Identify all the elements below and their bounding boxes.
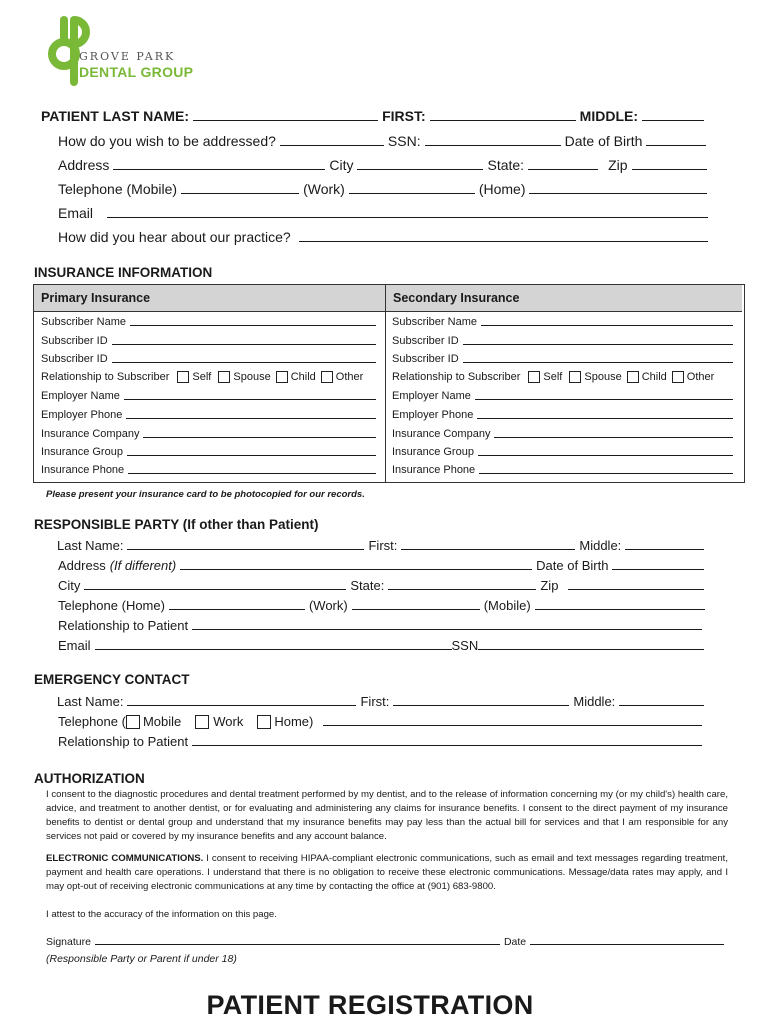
primary-relationship-row (41, 371, 381, 383)
label: Subscriber Name (41, 316, 126, 328)
page-title: PATIENT REGISTRATION (206, 990, 534, 1020)
emergency-relationship-row (58, 734, 706, 749)
dob-field[interactable] (612, 569, 704, 570)
ssn-label: SSN (451, 638, 479, 653)
responsible-city-row (58, 578, 708, 593)
signature-field[interactable] (95, 944, 500, 945)
signature-note: (Responsible Party or Parent if under 18) (46, 953, 237, 965)
secondary-employer-name-row (392, 390, 736, 402)
responsible-email-row (58, 638, 708, 653)
secondary-group-row (392, 446, 736, 458)
email-field[interactable] (107, 217, 708, 218)
secondary-relationship-row (392, 371, 736, 383)
self-checkbox[interactable] (528, 371, 540, 383)
responsible-address-row (58, 558, 708, 573)
signature-row (46, 936, 728, 948)
insurance-table (33, 284, 745, 483)
city-label: City (58, 578, 81, 593)
email-field[interactable] (95, 649, 452, 650)
label: Employer Name (392, 390, 471, 402)
field[interactable] (494, 437, 733, 438)
field[interactable] (124, 399, 376, 400)
email-label: Email (58, 638, 91, 653)
zip-field[interactable] (632, 169, 707, 170)
tel-home-field[interactable] (529, 193, 707, 194)
relationship-label: Relationship to Patient (58, 734, 189, 749)
electronic-communications-text: I consent to receiving HIPAA-compliant electronic communications, such as email and text messages regarding treatment, payment and health care operations. I understand that there is no obligation to receive these electronic communications. Message/data rates may apply, and I may opt-out of receiving electronic communications at any time by contacting the office at (901) 683-9800. (46, 853, 728, 892)
patient-name-row (41, 108, 708, 124)
self-label: Self (543, 371, 563, 383)
zip-label: Zip (608, 157, 628, 173)
label: Insurance Company (41, 428, 140, 440)
patient-middle-field[interactable] (642, 120, 704, 121)
relationship-field[interactable] (192, 745, 702, 746)
field[interactable] (475, 399, 733, 400)
addressed-field[interactable] (280, 145, 384, 146)
primary-phone-row (41, 464, 379, 476)
patient-row-3 (58, 157, 711, 173)
emergency-phone-row (58, 714, 706, 729)
work-checkbox[interactable] (195, 715, 209, 729)
consent-paragraph: I consent to the diagnostic procedures and dental treatment performed by my dentist, and to the release of information concerning my (or my child's) health care, advice, and treatment to another dentist, or for evaluating and administering any claims for insurance benefits. I consent to the direct payment of my insurance benefits to dentist or dental group and understand that my insurance benefits may pay less than the actual bill for services and that I am responsible for any services not paid or covered by my insurance benefits and any account balance. (46, 789, 728, 842)
patient-row-5 (58, 205, 712, 221)
field[interactable] (477, 418, 733, 419)
address-field[interactable] (113, 169, 325, 170)
electronic-communications-title: ELECTRONIC COMMUNICATIONS. (46, 853, 204, 864)
tel-home-label: Telephone (Home) (58, 598, 165, 613)
home-label: Home) (274, 714, 314, 729)
last-label: Last Name: (57, 694, 124, 709)
patient-last-name-label: PATIENT LAST NAME: (41, 108, 190, 124)
responsible-relationship-row (58, 618, 706, 633)
relationship-label: Relationship to Patient (58, 618, 189, 633)
secondary-subscriber-id-row (392, 335, 736, 347)
attest-text: I attest to the accuracy of the information on this page. (46, 909, 277, 920)
other-checkbox[interactable] (672, 371, 684, 383)
responsible-heading: RESPONSIBLE PARTY (If other than Patient) (34, 517, 319, 532)
secondary-phone-row (392, 464, 736, 476)
patient-row-2 (58, 133, 710, 149)
work-field[interactable] (352, 609, 480, 610)
spouse-checkbox[interactable] (218, 371, 230, 383)
middle-label: Middle: (573, 694, 616, 709)
signature-label: Signature (46, 936, 91, 948)
label: Employer Phone (392, 409, 474, 421)
label: Insurance Phone (41, 464, 125, 476)
hear-field[interactable] (299, 241, 708, 242)
logo-line2: DENTAL GROUP (79, 64, 194, 80)
ssn-label: SSN: (387, 133, 421, 149)
primary-subscriber-id-row-2 (41, 353, 379, 365)
last-field[interactable] (127, 705, 356, 706)
date-field[interactable] (530, 944, 724, 945)
label: Subscriber ID (41, 353, 108, 365)
ssn-field[interactable] (478, 649, 704, 650)
field[interactable] (143, 437, 376, 438)
date-label: Date (503, 936, 527, 948)
other-label: Other (335, 371, 364, 383)
primary-subscriber-id-row (41, 335, 379, 347)
insurance-note: Please present your insurance card to be photocopied for our records. (46, 489, 365, 500)
secondary-employer-phone-row (392, 409, 736, 421)
hear-label: How did you hear about our practice? (58, 229, 291, 245)
patient-last-name-field[interactable] (193, 120, 378, 121)
primary-group-row (41, 446, 379, 458)
spouse-label: Spouse (233, 371, 271, 383)
zip-field[interactable] (568, 589, 704, 590)
last-field[interactable] (127, 549, 364, 550)
child-checkbox[interactable] (627, 371, 639, 383)
primary-insurance-header: Primary Insurance (34, 285, 385, 312)
patient-first-label: FIRST: (382, 108, 426, 124)
field[interactable] (128, 473, 376, 474)
dob-label: Date of Birth (564, 133, 643, 149)
field[interactable] (130, 325, 376, 326)
city-field[interactable] (357, 169, 483, 170)
middle-field[interactable] (625, 549, 704, 550)
zip-label: Zip (540, 578, 559, 593)
relationship-field[interactable] (192, 629, 702, 630)
label: Subscriber Name (392, 316, 477, 328)
email-label: Email (58, 205, 94, 221)
insurance-heading: INSURANCE INFORMATION (34, 265, 213, 280)
secondary-company-row (392, 428, 736, 440)
label: Insurance Group (41, 446, 123, 458)
tel-work-field[interactable] (349, 193, 475, 194)
label: Employer Phone (41, 409, 123, 421)
city-field[interactable] (84, 589, 346, 590)
addressed-label: How do you wish to be addressed? (58, 133, 276, 149)
phone-field[interactable] (323, 725, 702, 726)
address-label: Address (58, 558, 106, 573)
mobile-checkbox[interactable] (126, 715, 140, 729)
primary-subscriber-name-row (41, 316, 379, 328)
first-label: First: (360, 694, 390, 709)
primary-company-row (41, 428, 379, 440)
first-field[interactable] (401, 549, 575, 550)
label: Employer Name (41, 390, 120, 402)
label: Relationship to Subscriber (41, 371, 170, 383)
field[interactable] (112, 362, 376, 363)
state-field[interactable] (528, 169, 598, 170)
work-label: (Work) (308, 598, 348, 613)
first-label: First: (368, 538, 398, 553)
patient-row-6 (58, 229, 712, 245)
emergency-heading: EMERGENCY CONTACT (34, 672, 190, 687)
label: Insurance Phone (392, 464, 476, 476)
label: Subscriber ID (392, 353, 459, 365)
secondary-subscriber-id-row-2 (392, 353, 736, 365)
authorization-heading: AUTHORIZATION (34, 771, 145, 786)
tel-mobile-field[interactable] (181, 193, 299, 194)
state-label: State: (487, 157, 525, 173)
state-field[interactable] (388, 589, 536, 590)
address-field[interactable] (180, 569, 532, 570)
patient-middle-label: MIDDLE: (579, 108, 638, 124)
tel-home-field[interactable] (169, 609, 305, 610)
self-label: Self (192, 371, 212, 383)
label: Subscriber ID (392, 335, 459, 347)
secondary-subscriber-name-row (392, 316, 736, 328)
primary-employer-phone-row (41, 409, 379, 421)
field[interactable] (112, 344, 376, 345)
field[interactable] (463, 362, 733, 363)
first-field[interactable] (393, 705, 569, 706)
spouse-checkbox[interactable] (569, 371, 581, 383)
field[interactable] (479, 473, 733, 474)
field[interactable] (463, 344, 733, 345)
if-different-label: (If different) (109, 558, 177, 573)
label: Relationship to Subscriber (392, 371, 521, 383)
secondary-insurance-header: Secondary Insurance (385, 285, 742, 312)
tel-work-label: (Work) (303, 181, 345, 197)
primary-employer-name-row (41, 390, 379, 402)
patient-first-field[interactable] (430, 120, 576, 121)
insurance-divider (385, 285, 386, 482)
field[interactable] (126, 418, 376, 419)
emergency-name-row (57, 694, 708, 709)
other-label: Other (686, 371, 715, 383)
mobile-label: Mobile (142, 714, 182, 729)
dob-label: Date of Birth (536, 558, 609, 573)
self-checkbox[interactable] (177, 371, 189, 383)
label: Subscriber ID (41, 335, 108, 347)
mobile-label: (Mobile) (483, 598, 531, 613)
child-label: Child (290, 371, 316, 383)
tel-mobile-label: Telephone (Mobile) (58, 181, 178, 197)
tel-label: Telephone ( (58, 714, 126, 729)
label: Insurance Group (392, 446, 474, 458)
child-label: Child (641, 371, 667, 383)
child-checkbox[interactable] (276, 371, 288, 383)
mobile-field[interactable] (535, 609, 705, 610)
middle-field[interactable] (619, 705, 704, 706)
field[interactable] (481, 325, 733, 326)
tel-home-label: (Home) (478, 181, 526, 197)
patient-row-4 (58, 181, 711, 197)
ssn-field[interactable] (425, 145, 561, 146)
last-label: Last Name: (57, 538, 124, 553)
field[interactable] (127, 455, 376, 456)
work-label: Work (213, 714, 244, 729)
middle-label: Middle: (579, 538, 622, 553)
electronic-communications-paragraph (46, 852, 728, 894)
home-checkbox[interactable] (257, 715, 271, 729)
dob-field[interactable] (646, 145, 706, 146)
responsible-phone-row (58, 598, 709, 613)
city-label: City (329, 157, 354, 173)
other-checkbox[interactable] (321, 371, 333, 383)
logo-line1: GROVE PARK (79, 50, 176, 63)
label: Insurance Company (392, 428, 491, 440)
address-label: Address (58, 157, 110, 173)
field[interactable] (478, 455, 733, 456)
responsible-name-row (57, 538, 708, 553)
spouse-label: Spouse (584, 371, 622, 383)
state-label: State: (350, 578, 385, 593)
